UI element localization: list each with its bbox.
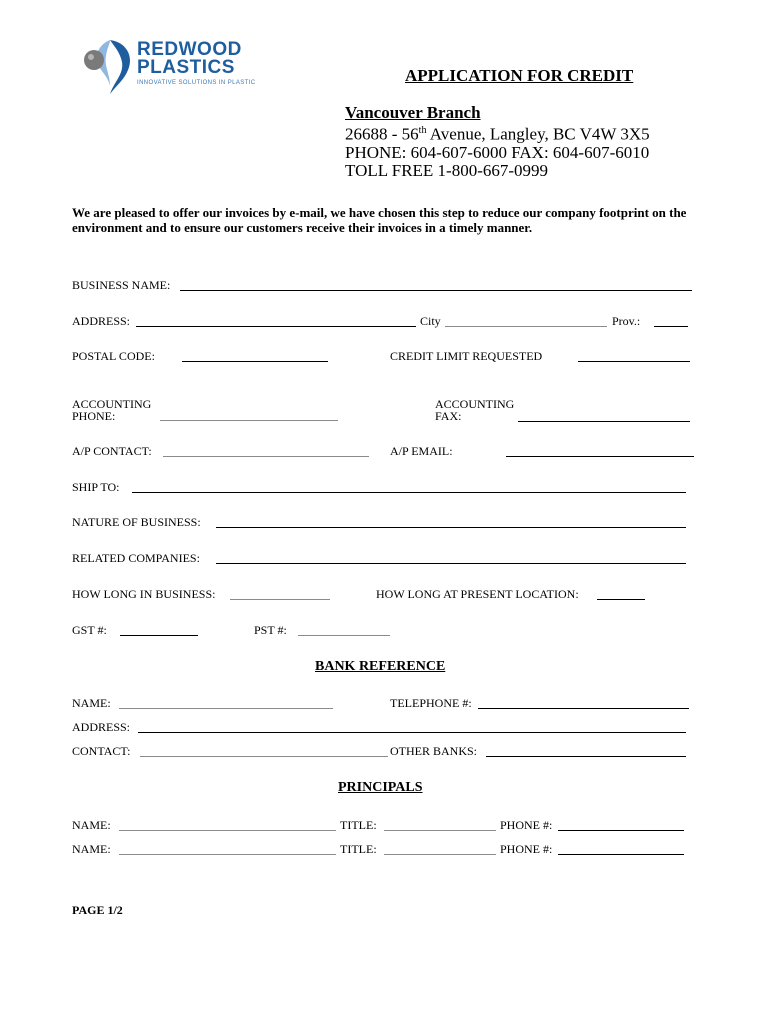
accounting-fax-field[interactable]	[518, 421, 690, 422]
address-field[interactable]	[136, 326, 416, 327]
principal-1-name-label: NAME:	[72, 818, 111, 832]
principal-1-phone-field[interactable]	[558, 830, 684, 831]
nature-business-label: NATURE OF BUSINESS:	[72, 515, 201, 529]
bank-telephone-field[interactable]	[478, 708, 689, 709]
bank-name-field[interactable]	[119, 708, 333, 709]
prov-label: Prov.:	[612, 314, 641, 328]
bank-name-label: NAME:	[72, 696, 111, 710]
accounting-fax-label-2: FAX:	[435, 409, 462, 423]
principal-1-name-field[interactable]	[119, 830, 336, 831]
branch-name: Vancouver Branch	[345, 103, 481, 122]
address-sup: th	[418, 125, 427, 136]
credit-limit-field[interactable]	[578, 361, 690, 362]
postal-code-field[interactable]	[182, 361, 328, 362]
other-banks-field[interactable]	[486, 756, 686, 757]
postal-code-label: POSTAL CODE:	[72, 349, 155, 363]
principal-2-name-field[interactable]	[119, 854, 336, 855]
ship-to-label: SHIP TO:	[72, 480, 120, 494]
page-number: PAGE 1/2	[72, 903, 123, 917]
principal-1-phone-label: PHONE #:	[500, 818, 553, 832]
logo-name-line2: PLASTICS	[137, 57, 235, 78]
branch-tollfree: TOLL FREE 1-800-667-0999	[345, 160, 549, 180]
gst-label: GST #:	[72, 623, 107, 637]
logo-mark-icon	[80, 36, 136, 96]
logo-tagline: INNOVATIVE SOLUTIONS IN PLASTIC	[137, 80, 256, 86]
principal-2-phone-field[interactable]	[558, 854, 684, 855]
page-title: APPLICATION FOR CREDIT	[405, 66, 634, 85]
ap-email-field[interactable]	[506, 456, 694, 457]
bank-reference-heading: BANK REFERENCE	[315, 659, 446, 674]
logo-name-line1: REDWOOD	[137, 39, 242, 60]
principal-2-phone-label: PHONE #:	[500, 842, 553, 856]
principal-2-title-field[interactable]	[384, 854, 496, 855]
city-field[interactable]	[445, 326, 607, 327]
branch-address	[345, 122, 650, 144]
ship-to-field[interactable]	[132, 492, 686, 493]
ap-email-label: A/P EMAIL:	[390, 444, 453, 458]
bank-telephone-label: TELEPHONE #:	[390, 696, 472, 710]
branch-phone-fax: PHONE: 604-607-6000 FAX: 604-607-6010	[345, 142, 650, 162]
related-companies-field[interactable]	[216, 563, 686, 564]
accounting-phone-label-1: ACCOUNTING	[72, 397, 152, 411]
how-long-location-field[interactable]	[597, 599, 645, 600]
branch-info	[345, 104, 650, 180]
principals-heading: PRINCIPALS	[338, 780, 423, 795]
prov-field[interactable]	[654, 326, 688, 327]
principal-1-title-label: TITLE:	[340, 818, 377, 832]
pst-field[interactable]	[298, 635, 390, 636]
pst-label: PST #:	[254, 623, 287, 637]
bank-address-field[interactable]	[138, 732, 686, 733]
gst-field[interactable]	[120, 635, 198, 636]
business-name-label: BUSINESS NAME:	[72, 278, 171, 292]
principal-2-name-label: NAME:	[72, 842, 111, 856]
business-name-field[interactable]	[180, 290, 692, 291]
how-long-location-label: HOW LONG AT PRESENT LOCATION:	[376, 587, 579, 601]
city-label: City	[420, 314, 441, 328]
how-long-business-label: HOW LONG IN BUSINESS:	[72, 587, 216, 601]
accounting-fax-label-1: ACCOUNTING	[435, 397, 515, 411]
bank-contact-field[interactable]	[140, 756, 388, 757]
address-suffix: Avenue, Langley, BC V4W 3X5	[426, 124, 650, 144]
address-label: ADDRESS:	[72, 314, 131, 328]
intro-paragraph: We are pleased to offer our invoices by e-mail, we have chosen this step to reduce our company footprint on the environment and to ensure our customers receive their invoices in a timely manner.	[72, 205, 687, 235]
bank-address-label: ADDRESS:	[72, 720, 131, 734]
related-companies-label: RELATED COMPANIES:	[72, 551, 200, 565]
address-prefix: 26688 - 56	[345, 124, 419, 144]
company-logo	[80, 36, 270, 96]
other-banks-label: OTHER BANKS:	[390, 744, 478, 758]
ap-contact-label: A/P CONTACT:	[72, 444, 152, 458]
principal-2-title-label: TITLE:	[340, 842, 377, 856]
accounting-phone-field[interactable]	[160, 420, 338, 421]
nature-business-field[interactable]	[216, 527, 686, 528]
how-long-business-field[interactable]	[230, 599, 330, 600]
ap-contact-field[interactable]	[163, 456, 369, 457]
credit-limit-label: CREDIT LIMIT REQUESTED	[390, 349, 543, 363]
bank-contact-label: CONTACT:	[72, 744, 131, 758]
accounting-phone-label-2: PHONE:	[72, 409, 116, 423]
principal-1-title-field[interactable]	[384, 830, 496, 831]
